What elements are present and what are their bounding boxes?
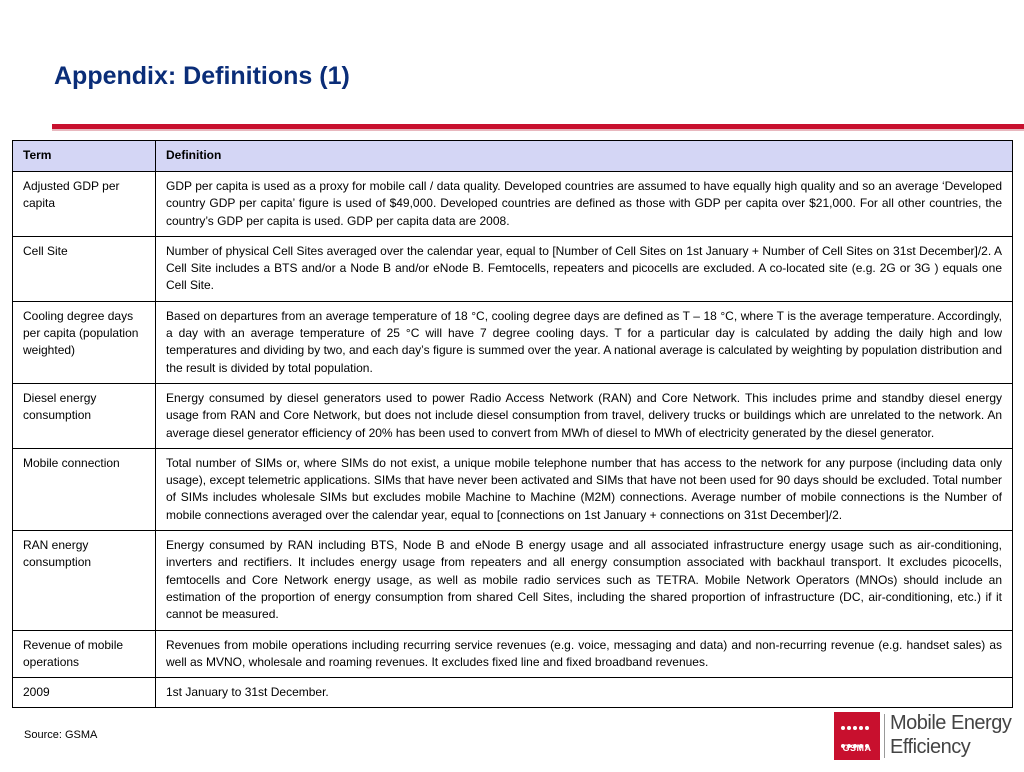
term-cell: RAN energy consumption <box>13 531 156 630</box>
term-cell: Adjusted GDP per capita <box>13 172 156 237</box>
table-row <box>13 301 1013 383</box>
definition-cell: Revenues from mobile operations including recurring service revenues (e.g. voice, messaging and data) and non-recurring revenue (e.g. handset sales) as well as MVNO, wholesale and roaming revenues. It excludes fixed line and fixed broadband revenues. <box>156 630 1013 678</box>
definition-cell: Energy consumed by diesel generators used to power Radio Access Network (RAN) and Core Network. This includes prime and standby diesel energy usage from RAN and Core Network, but does not include diesel consumption from travel, delivery trucks or buildings which are unrelated to the network. An average diesel generator efficiency of 20% has been used to convert from MWh of diesel to MWh of electricity generated by the diesel generator. <box>156 383 1013 448</box>
page-title: Appendix: Definitions (1) <box>54 62 350 90</box>
term-cell: Cell Site <box>13 236 156 301</box>
definition-cell: Energy consumed by RAN including BTS, Node B and eNode B energy usage and all associated infrastructure energy usage such as air-conditioning, inverters and rectifiers. It includes energy usage from repeaters and all energy consumption associated with backhaul transport. It excludes picocells, femtocells and Core Network energy usage, as well as mobile radio services such as TETRA. Mobile Network Operators (MNOs) should include an estimation of the proportion of energy consumption from shared Cell Sites, including the shared proportion of infrastructure (DC, air-conditioning, etc.) if it cannot be measured. <box>156 531 1013 630</box>
table-row <box>13 678 1013 708</box>
term-cell: 2009 <box>13 678 156 708</box>
logo-wordmark <box>890 711 1011 759</box>
definition-cell: Based on departures from an average temperature of 18 °C, cooling degree days are defined as T – 18 °C, where T is the average temperature. Accordingly, a day with an average temperature of 25 °C will have 7 degree cooling days. T for a particular day is calculated by adding the daily high and low temperatures and dividing by two, and each day’s figure is summed over the year. A national average is calculated by weighting by population distribution and the result is divided by total population. <box>156 301 1013 383</box>
table-row <box>13 531 1013 630</box>
term-cell: Diesel energy consumption <box>13 383 156 448</box>
gsma-logo-mark <box>834 712 880 760</box>
logo-divider <box>884 714 885 758</box>
term-cell: Cooling degree days per capita (population weighted) <box>13 301 156 383</box>
definition-cell: Number of physical Cell Sites averaged over the calendar year, equal to [Number of Cell Sites on 1st January + Number of Cell Sites on 31st December]/2. A Cell Site includes a BTS and/or a Node B and/or eNode B. Femtocells, repeaters and picocells are excluded. A co-located site (e.g. 2G or 3G ) equals one Cell Site. <box>156 236 1013 301</box>
definition-cell: GDP per capita is used as a proxy for mobile call / data quality. Developed countries are assumed to have equally high quality and so an average ‘Developed country GDP per capita’ figure is used of $49,000. Developed countries are defined as those with GDP per capita over $21,000. For all other countries, the country’s GDP per capita is used. GDP per capita data are 2008. <box>156 172 1013 237</box>
term-cell: Revenue of mobile operations <box>13 630 156 678</box>
table-row <box>13 236 1013 301</box>
gsma-logo <box>834 712 1014 766</box>
title-underline-shadow <box>52 129 1024 131</box>
term-cell: Mobile connection <box>13 448 156 530</box>
logo-line-1: Mobile Energy <box>890 712 1012 734</box>
logo-mark-text: GSMA <box>842 743 872 753</box>
definitions-table <box>12 140 1013 708</box>
table-row <box>13 630 1013 678</box>
table-header-row <box>13 141 1013 172</box>
definition-cell: 1st January to 31st December. <box>156 678 1013 708</box>
header-term: Term <box>13 141 156 172</box>
table-row <box>13 448 1013 530</box>
definition-cell: Total number of SIMs or, where SIMs do not exist, a unique mobile telephone number that has access to the network for any purpose (including data only usage), except telemetric applications. SIMs that have never been activated and SIMs that have not been used for 90 days should be excluded. Total number of SIMs includes wholesale SIMs but excludes mobile Machine to Machine (M2M) connections. Average number of mobile connections is the Number of mobile connections averaged over the calendar year, equal to [connections on 1st January + connections on 31st December]/2. <box>156 448 1013 530</box>
header-definition: Definition <box>156 141 1013 172</box>
table-row <box>13 172 1013 237</box>
source-note: Source: GSMA <box>24 729 98 741</box>
table-row <box>13 383 1013 448</box>
logo-dots-icon <box>840 718 874 738</box>
logo-line-2: Efficiency <box>890 736 971 758</box>
